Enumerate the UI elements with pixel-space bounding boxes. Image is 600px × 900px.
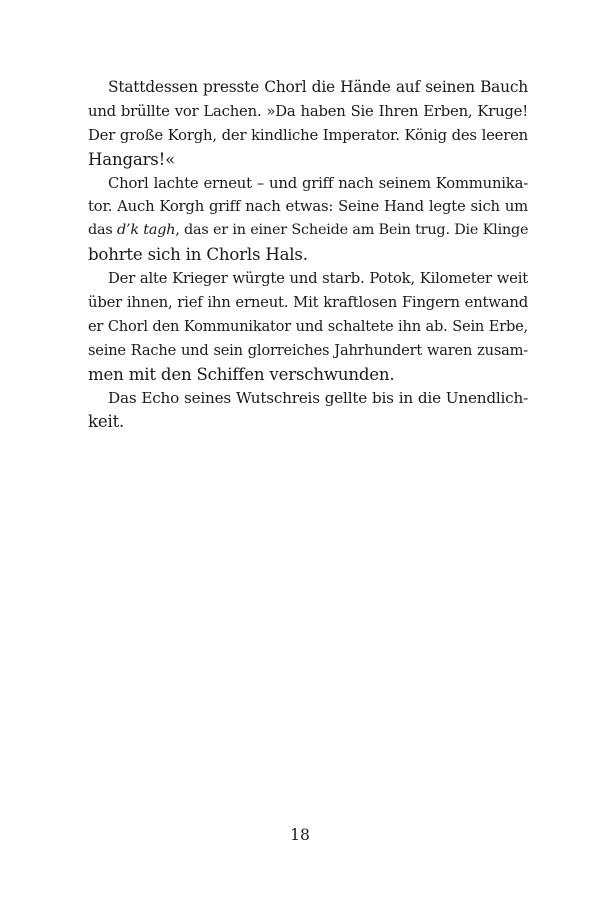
paragraph-1 (88, 76, 528, 172)
italic-phrase: d’k tagh (116, 222, 176, 239)
text-line: bohrte sich in Chorls Hals. (88, 245, 308, 265)
text-line: Hangars!« (88, 149, 176, 169)
paragraph-2 (88, 172, 528, 268)
text-line (88, 387, 528, 411)
text-line-content: Der alte Krieger würgte und starb. Potok, Kilometer weit (108, 270, 528, 288)
text-line (88, 219, 528, 243)
text-line: tor. Auch Korgh griff nach etwas: Seine Hand legte sich um (88, 198, 528, 216)
text-line: men mit den Schiffen verschwunden. (88, 364, 395, 384)
text-line-content: Das Echo seines Wutschreis gellte bis in die Unendlich- (108, 388, 528, 407)
text-line-content: Chorl lachte erneut – und griff nach seinem Kommunika- (108, 174, 528, 192)
text-line: Der große Korgh, der kindliche Imperator. König des leeren (88, 126, 528, 144)
text-line: und brüllte vor Lachen. »Da haben Sie Ihren Erben, Kruge! (88, 102, 528, 120)
text-line: keit. (88, 412, 125, 432)
paragraph-3 (88, 267, 528, 386)
text-line-content: das (88, 222, 117, 239)
text-line (88, 172, 528, 196)
text-line-content: , das er in einer Scheide am Bein trug. Die Klinge (175, 222, 529, 239)
text-line: seine Rache und sein glorreiches Jahrhundert waren zusam- (88, 341, 528, 359)
page-number: 18 (290, 826, 310, 844)
paragraph-4 (88, 387, 528, 435)
book-page-text (88, 76, 528, 434)
text-line-content: Stattdessen presste Chorl die Hände auf seinen Bauch (108, 78, 528, 96)
text-line: er Chorl den Kommunikator und schaltete ihn ab. Sein Erbe, (88, 317, 528, 335)
text-line: über ihnen, rief ihn erneut. Mit kraftlosen Fingern entwand (88, 294, 528, 312)
text-line (88, 267, 528, 291)
text-line (88, 76, 528, 100)
